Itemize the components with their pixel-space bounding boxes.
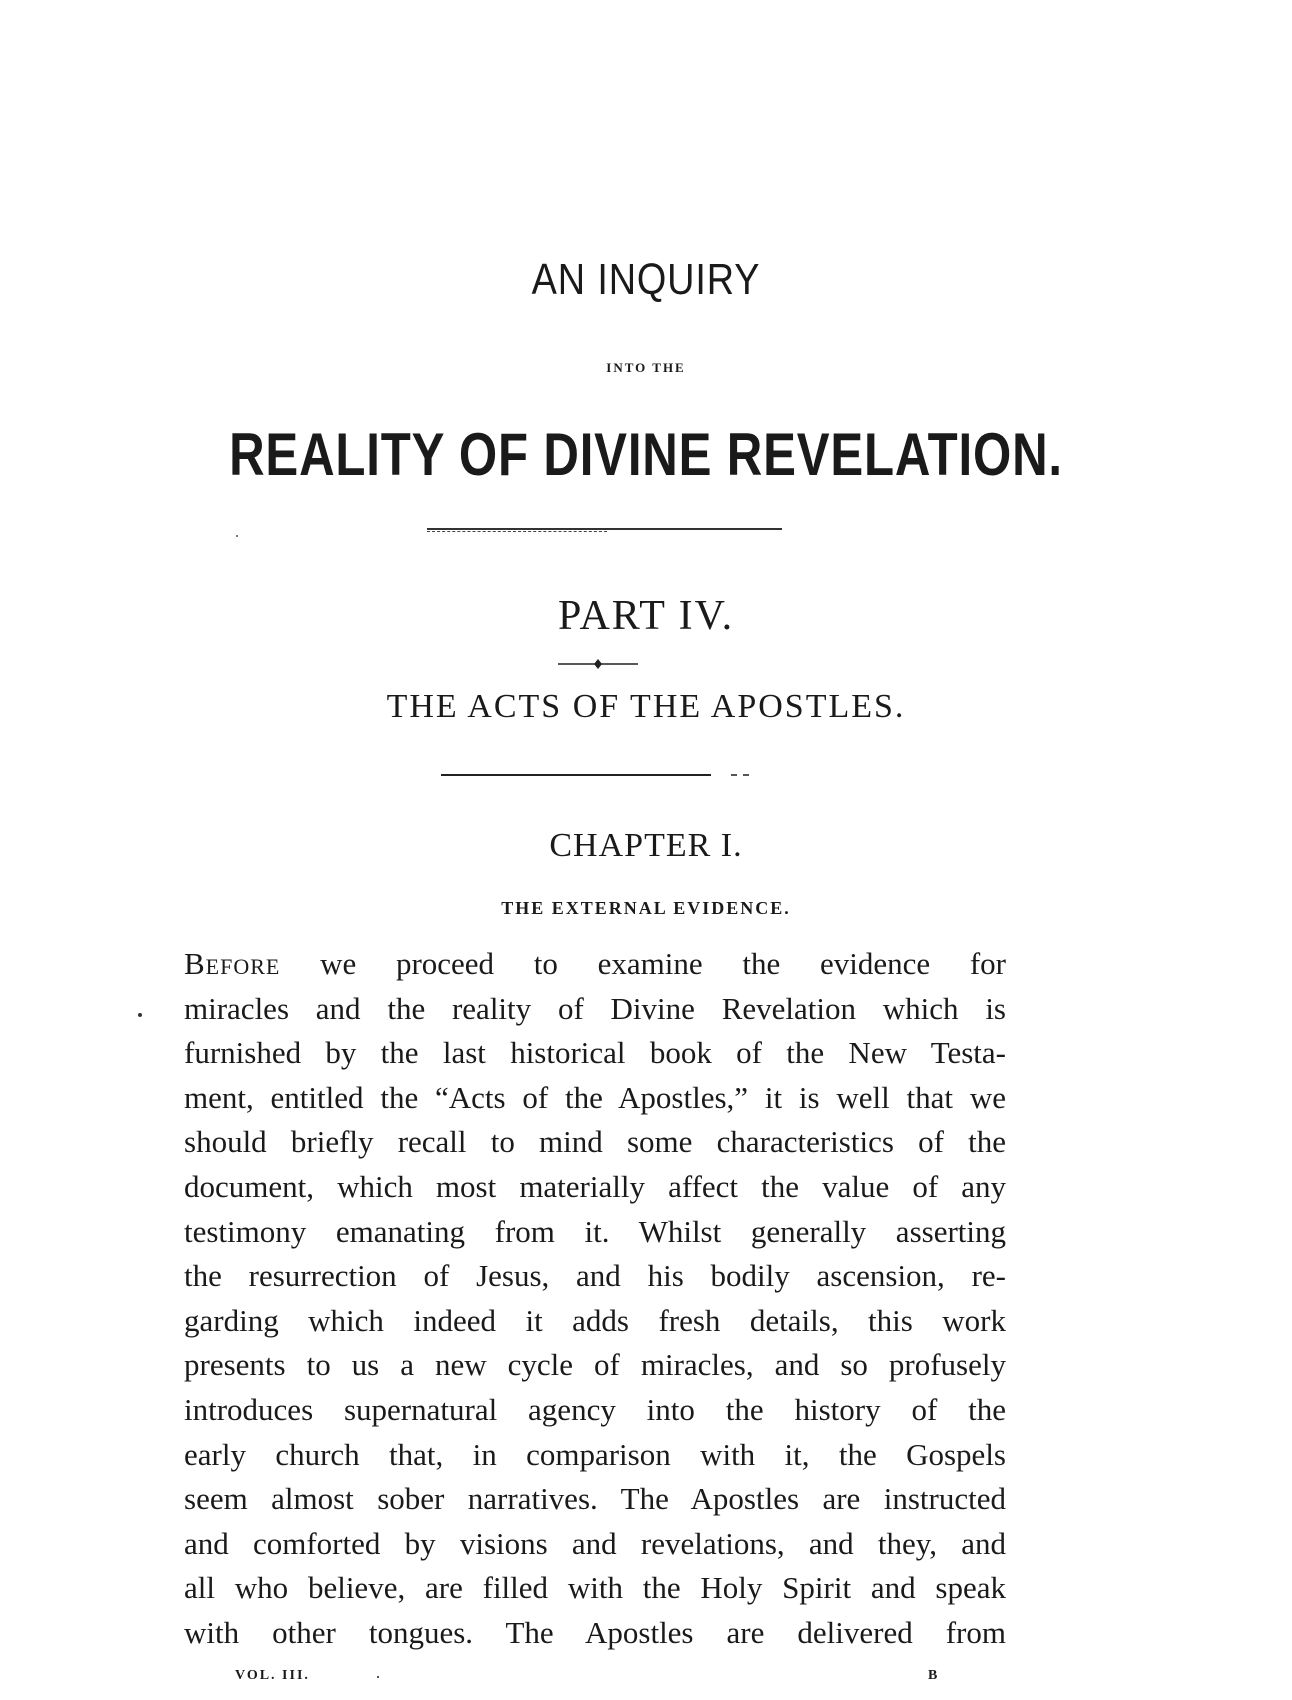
text-line: garding which indeed it adds fresh details, this work: [184, 1302, 1006, 1338]
margin-mark: [138, 1013, 142, 1017]
title-connector: INTO THE: [606, 360, 686, 375]
title-top: AN INQUIRY: [531, 255, 761, 304]
text-line: ment, entitled the “Acts of the Apostles,” it is well that we: [184, 1079, 1006, 1115]
chapter-heading: CHAPTER I.: [549, 827, 743, 864]
text-line: all who believe, are filled with the Holy Spirit and speak: [184, 1570, 1006, 1606]
text-line-content: we proceed to examine the evidence for: [280, 946, 1006, 981]
ornament-rule: [556, 659, 640, 669]
text-line: should briefly recall to mind some characteristics of the: [184, 1124, 1006, 1160]
body-paragraph: [184, 942, 1006, 1656]
main-title: REALITY OF DIVINE REVELATION.: [229, 421, 1063, 488]
section-divider-rule: [441, 774, 711, 776]
print-speck: [377, 1676, 379, 1678]
text-line: [184, 942, 1006, 987]
section-divider-rule-tail: [731, 774, 749, 776]
text-line: furnished by the last historical book of the New Testa-: [184, 1035, 1006, 1071]
text-line: the resurrection of Jesus, and his bodily ascension, re-: [184, 1258, 1006, 1294]
part-title: THE ACTS OF THE APOSTLES.: [386, 688, 906, 725]
text-line: presents to us a new cycle of miracles, and so profusely: [184, 1347, 1006, 1383]
chapter-title: THE EXTERNAL EVIDENCE.: [501, 898, 791, 918]
volume-mark: VOL. III.: [235, 1668, 310, 1683]
title-divider-rule-dashed: [427, 531, 607, 532]
text-line: seem almost sober narratives. The Apostles are instructed: [184, 1481, 1006, 1517]
text-line: introduces supernatural agency into the history of the: [184, 1391, 1006, 1427]
text-line: testimony emanating from it. Whilst generally asserting: [184, 1213, 1006, 1249]
title-divider-rule: [427, 528, 782, 530]
text-line: with other tongues. The Apostles are delivered from: [184, 1614, 1006, 1650]
text-line: and comforted by visions and revelations, and they, and: [184, 1525, 1006, 1561]
part-heading: PART IV.: [557, 593, 735, 639]
print-speck: [236, 535, 238, 537]
opening-word: Before: [184, 946, 281, 981]
text-line: document, which most materially affect the value of any: [184, 1168, 1006, 1204]
text-line: miracles and the reality of Divine Revelation which is: [184, 990, 1006, 1026]
signature-mark: B: [928, 1668, 938, 1683]
text-line: early church that, in comparison with it, the Gospels: [184, 1436, 1006, 1472]
